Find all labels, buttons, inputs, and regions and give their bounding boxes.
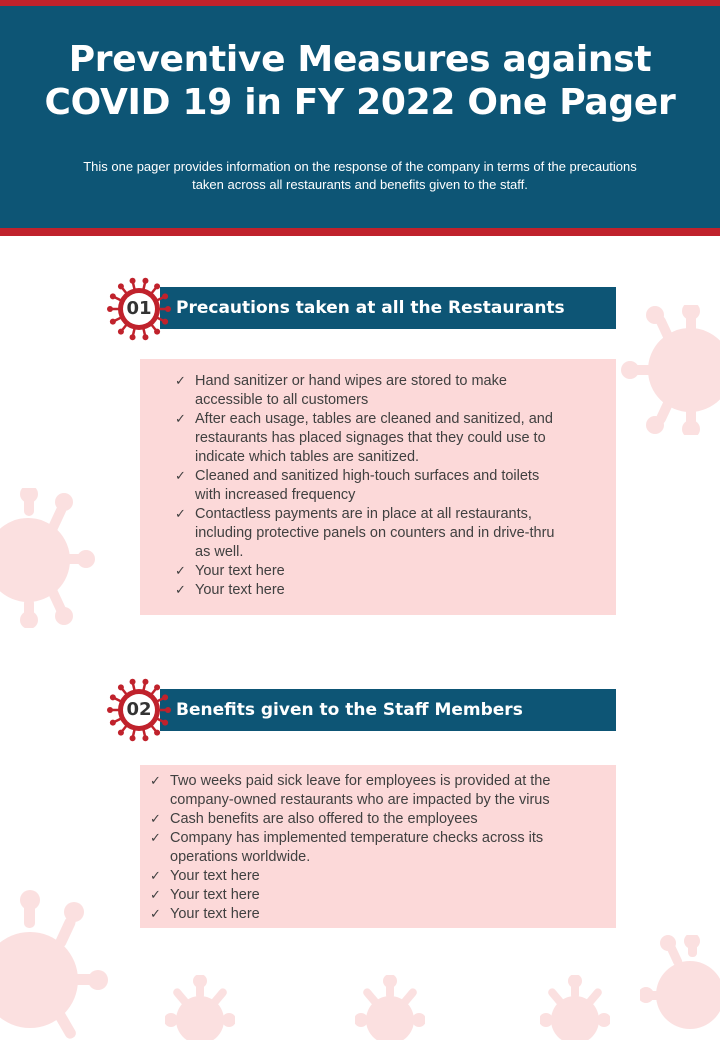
- subtitle-line-1: This one pager provides information on the response of the company in terms of the precautions: [83, 159, 637, 174]
- virus-decoration-icon: [640, 935, 720, 1040]
- list-item: ✓ Your text here: [150, 887, 260, 903]
- section-1-badge: [106, 276, 172, 342]
- check-icon: ✓: [175, 564, 186, 579]
- page-header: [0, 6, 720, 228]
- list-item: ✓ Cleaned and sanitized high-touch surfaces and toilets with increased frequency: [175, 468, 540, 503]
- check-icon: ✓: [150, 869, 161, 884]
- check-icon: ✓: [175, 583, 186, 598]
- check-icon: ✓: [150, 812, 161, 827]
- list-item: ✓ Your text here: [150, 868, 260, 884]
- virus-decoration-icon: [0, 488, 95, 628]
- page-title: [0, 38, 720, 124]
- section-1-heading: Precautions taken at all the Restaurants: [160, 287, 616, 329]
- check-icon: ✓: [175, 374, 186, 389]
- header-bottom-stripe: [0, 228, 720, 236]
- list-item: ✓ Cash benefits are also offered to the employees: [150, 811, 478, 827]
- check-icon: ✓: [150, 774, 161, 789]
- list-item: ✓ Company has implemented temperature checks across its operations worldwide.: [150, 830, 544, 865]
- check-icon: ✓: [150, 888, 161, 903]
- section-1-number: 01: [126, 298, 152, 319]
- section-2-panel: [140, 765, 616, 928]
- list-item: ✓ Contactless payments are in place at all restaurants, including protective panels on counters and in drive-thru as well.: [175, 506, 555, 560]
- list-item: ✓ Your text here: [150, 906, 260, 922]
- virus-decoration-icon: [540, 975, 610, 1040]
- list-item: ✓ Hand sanitizer or hand wipes are stored to make accessible to all customers: [175, 373, 507, 408]
- title-line-1: Preventive Measures against: [68, 39, 652, 80]
- virus-decoration-icon: [620, 305, 720, 435]
- section-1-list: [175, 372, 600, 600]
- section-2-number: 02: [126, 699, 152, 720]
- subtitle-line-2: taken across all restaurants and benefits given to the staff.: [192, 177, 528, 192]
- section-2-badge: [106, 677, 172, 743]
- check-icon: ✓: [175, 469, 186, 484]
- list-item: ✓ Two weeks paid sick leave for employees is provided at the company-owned restaurants who are impacted by the virus: [150, 773, 551, 808]
- list-item: ✓ After each usage, tables are cleaned and sanitized, and restaurants has placed signages that they could use to indicate which tables are sanitized.: [175, 411, 553, 465]
- section-2-list: [150, 772, 600, 924]
- list-item: ✓ Your text here: [175, 563, 285, 579]
- check-icon: ✓: [150, 831, 161, 846]
- check-icon: ✓: [150, 907, 161, 922]
- list-item: ✓ Your text here: [175, 582, 285, 598]
- virus-decoration-icon: [355, 975, 425, 1040]
- section-1-panel: [140, 359, 616, 615]
- section-2-heading: Benefits given to the Staff Members: [160, 689, 616, 731]
- check-icon: ✓: [175, 412, 186, 427]
- page-subtitle: [40, 158, 680, 194]
- virus-decoration-icon: [165, 975, 235, 1040]
- title-line-2: COVID 19 in FY 2022 One Pager: [44, 82, 676, 123]
- check-icon: ✓: [175, 507, 186, 522]
- virus-decoration-icon: [0, 890, 110, 1040]
